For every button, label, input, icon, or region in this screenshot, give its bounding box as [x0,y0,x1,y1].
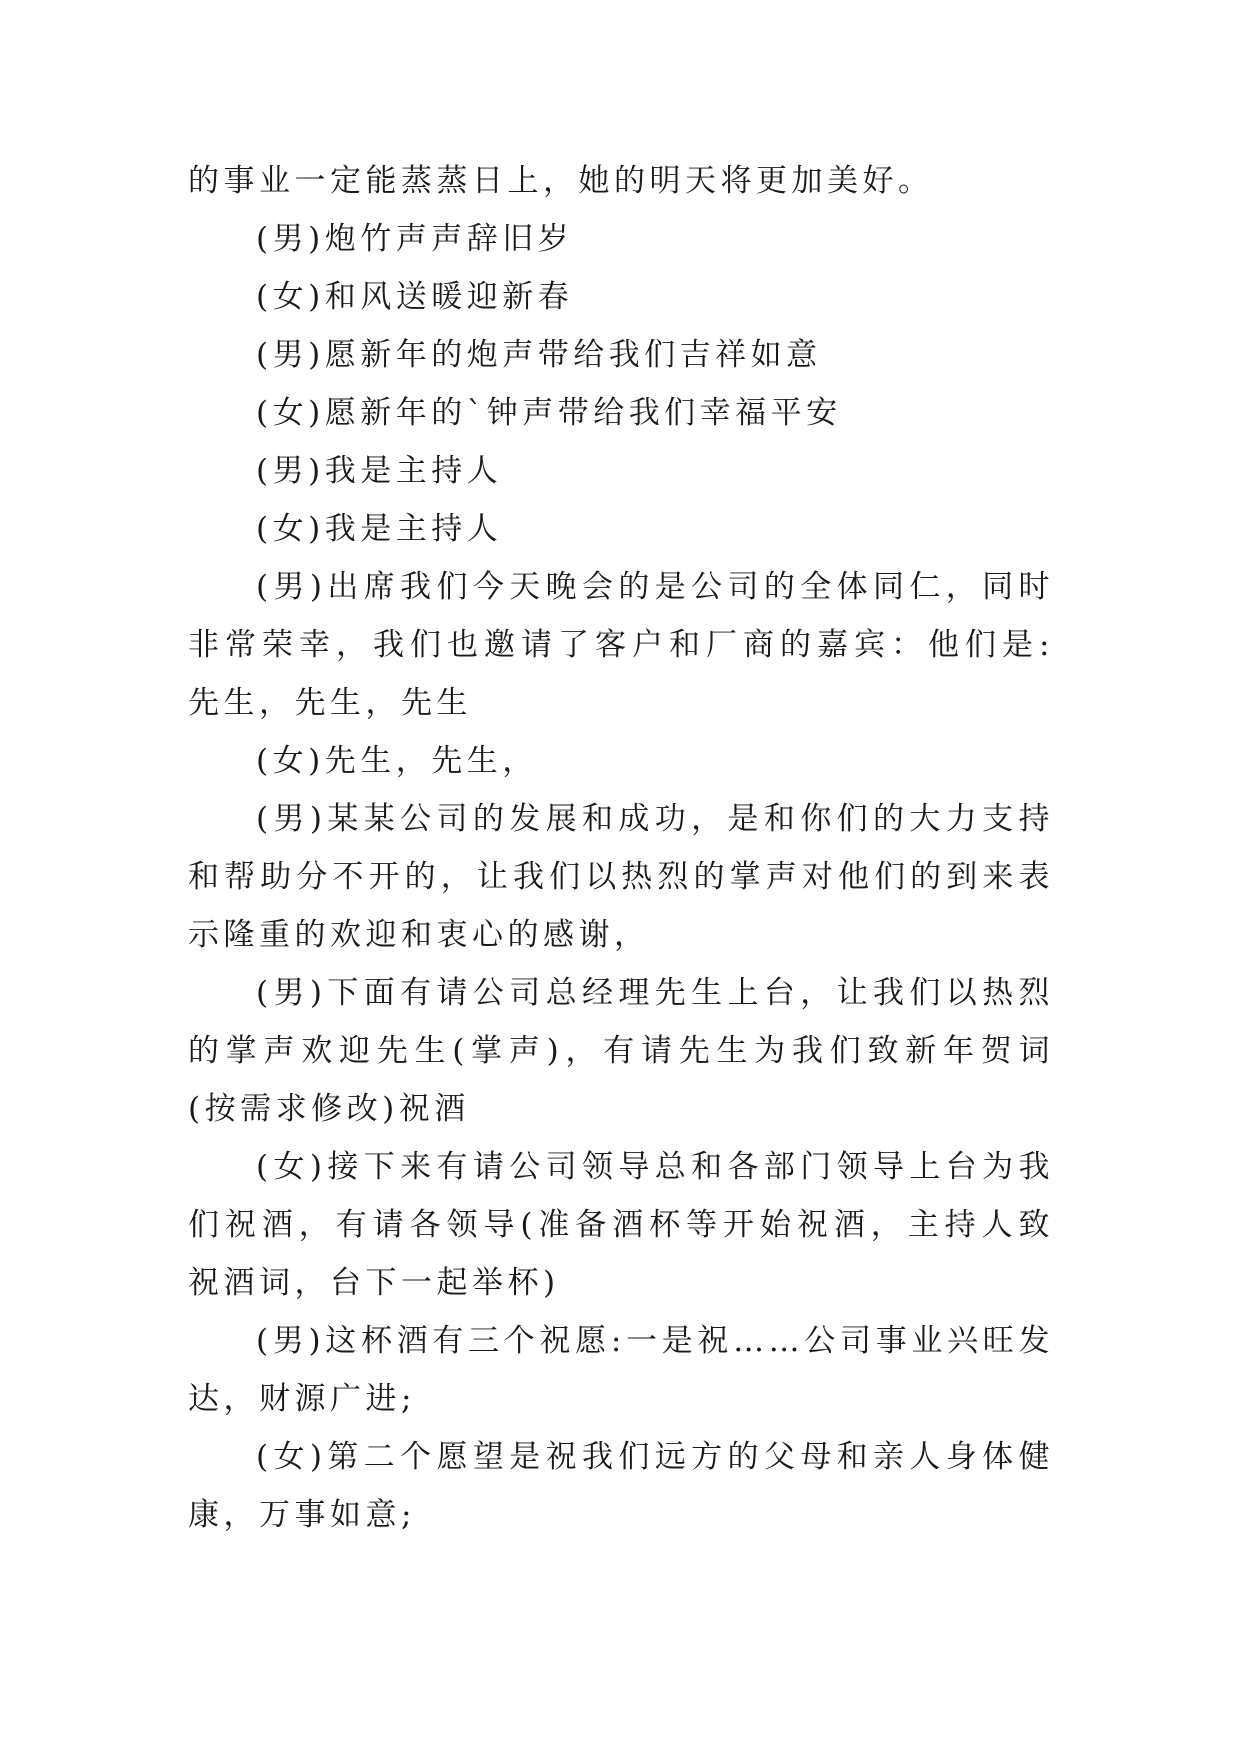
paragraph-male-4: (男)出席我们今天晚会的是公司的全体同仁，同时非常荣幸，我们也邀请了客户和厂商的嘉宾：他们是:先生，先生，先生 [188,569,1054,721]
paragraph-male-5: (男)某某公司的发展和成功，是和你们的大力支持和帮助分不开的，让我们以热烈的掌声对他们的到来表示隆重的欢迎和衷心的感谢， [188,801,1054,953]
paragraph-female-1: (女)和风送暖迎新春 [256,279,574,315]
paragraph-female-5: (女)接下来有请公司领导总和各部门领导上台为我们祝酒，有请各领导(准备酒杯等开始祝酒，主持人致祝酒词，台下一起举杯) [188,1149,1054,1301]
paragraph-male-6: (男)下面有请公司总经理先生上台，让我们以热烈的掌声欢迎先生(掌声)，有请先生为我们致新年贺词(按需求修改)祝酒 [188,975,1054,1127]
paragraph-male-2: (男)愿新年的炮声带给我们吉祥如意 [256,337,822,373]
paragraph-male-1: (男)炮竹声声辞旧岁 [256,221,574,257]
paragraph-male-3: (男)我是主持人 [256,453,503,489]
paragraph-female-2: (女)愿新年的`钟声带给我们幸福平安 [256,395,842,431]
paragraph-continuation: 的事业一定能蒸蒸日上，她的明天将更加美好。 [188,163,934,199]
paragraph-female-3: (女)我是主持人 [256,511,503,547]
paragraph-female-6: (女)第二个愿望是祝我们远方的父母和亲人身体健康，万事如意; [188,1439,1054,1533]
paragraph-female-4: (女)先生，先生， [256,743,538,779]
document-body [188,152,1054,1544]
paragraph-male-7: (男)这杯酒有三个祝愿:一是祝……公司事业兴旺发达，财源广进; [188,1323,1054,1417]
